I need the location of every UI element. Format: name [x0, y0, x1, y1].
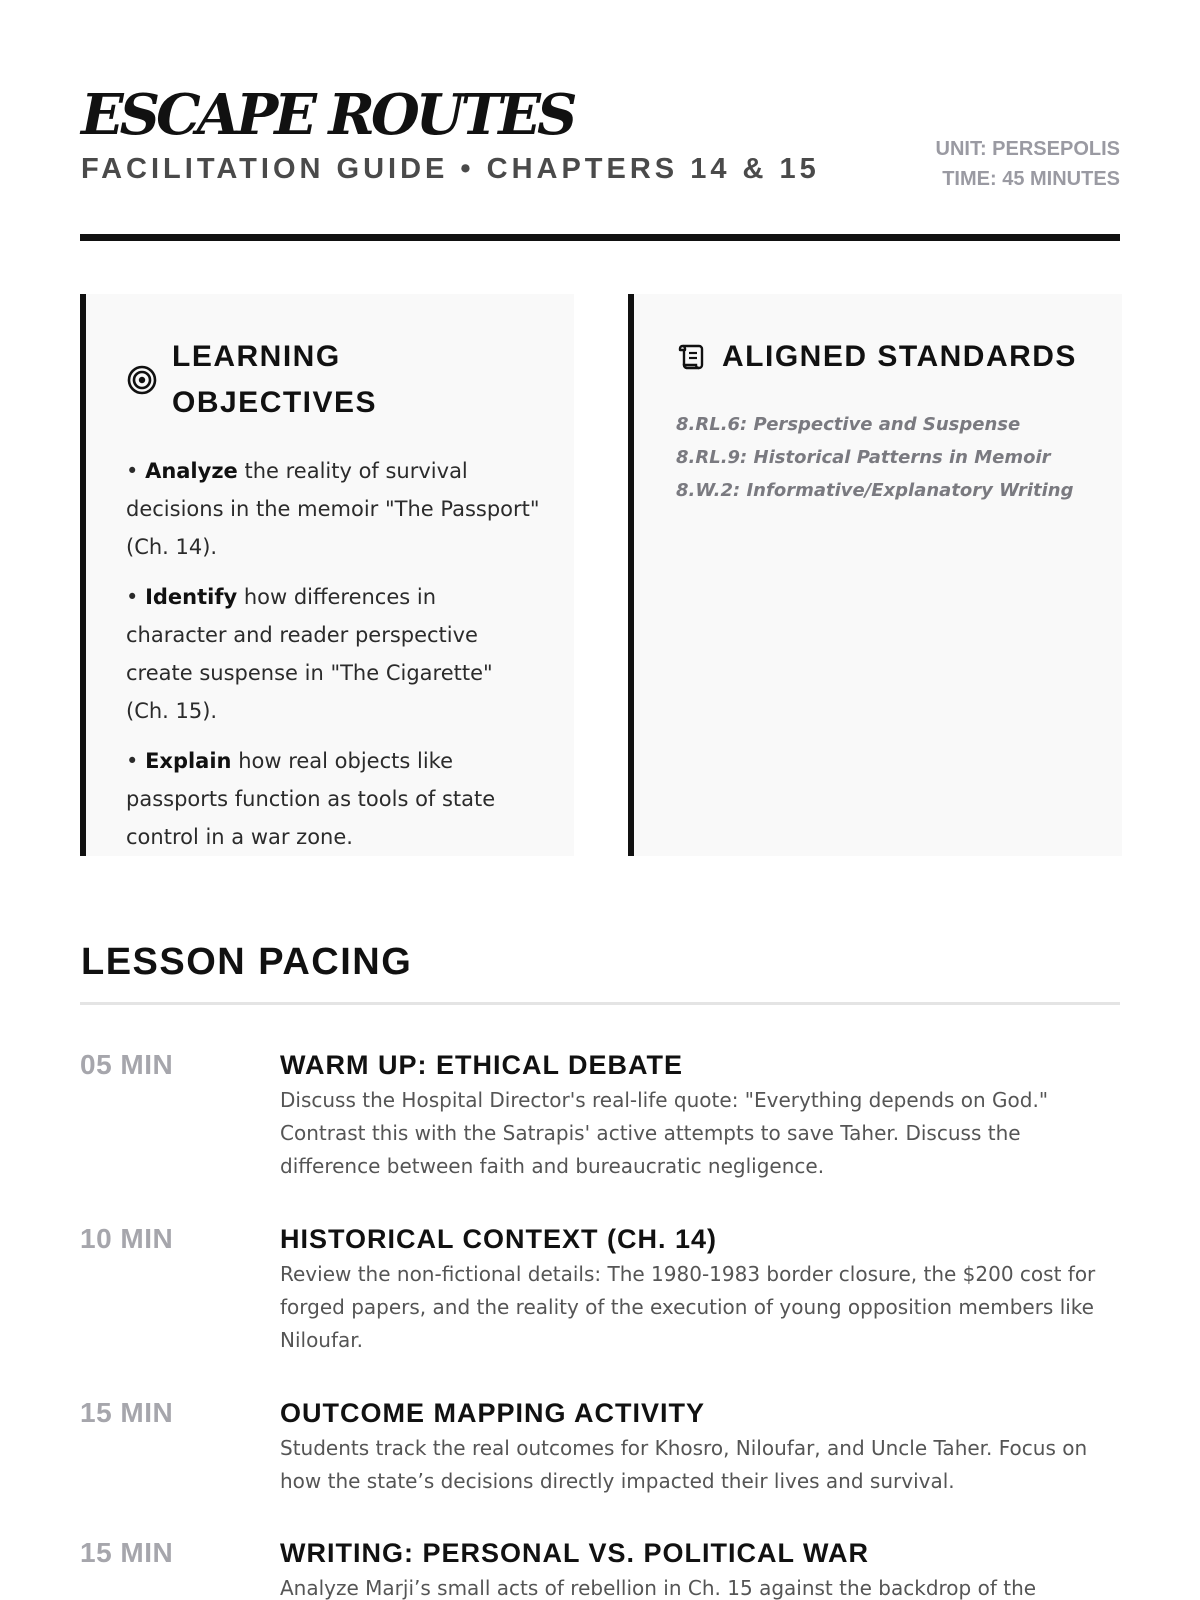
lesson-pacing-title: LESSON PACING [81, 941, 413, 983]
pacing-description: Review the non-fictional details: The 1980-1983 border closure, the $200 cost for forged papers, and the reality of the execution of young opposition members like Niloufar. [280, 1262, 1096, 1352]
pacing-body [280, 1048, 1120, 1183]
aligned-standards-heading [676, 334, 1088, 380]
pacing-body [280, 1396, 1120, 1498]
standards-list [676, 408, 1088, 507]
target-icon [126, 364, 158, 396]
standard-item: 8.RL.9: Historical Patterns in Memoir [676, 447, 1051, 468]
pacing-title: WRITING: PERSONAL VS. POLITICAL WAR [280, 1538, 870, 1568]
pacing-body [280, 1536, 1120, 1600]
objective-verb: Explain [145, 749, 232, 773]
pacing-title: WARM UP: ETHICAL DEBATE [280, 1050, 683, 1080]
pacing-time: 05 MIN [80, 1049, 174, 1080]
time-label: TIME: 45 MINUTES [942, 168, 1120, 190]
learning-objectives-title: LEARNING OBJECTIVES [172, 340, 378, 419]
pacing-row [80, 1536, 1120, 1600]
aligned-standards-card [628, 294, 1122, 856]
pacing-body [280, 1222, 1120, 1357]
pacing-time: 15 MIN [80, 1397, 174, 1428]
lesson-meta [936, 134, 1120, 194]
standard-item: 8.W.2: Informative/Explanatory Writing [676, 480, 1074, 501]
objective-verb: Analyze [145, 459, 238, 483]
objectives-list [126, 452, 540, 856]
aligned-standards-title: ALIGNED STANDARDS [722, 340, 1077, 373]
learning-objectives-heading [126, 334, 540, 426]
section-divider [80, 1002, 1120, 1005]
pacing-row [80, 1396, 1120, 1536]
pacing-title: OUTCOME MAPPING ACTIVITY [280, 1398, 706, 1428]
objective-text: how differences in character and reader perspective create suspense in "The Cigarette" (Ch. 15). [126, 585, 493, 723]
objective-item: • Explain how real objects like passports function as tools of state control in a war zone. [126, 749, 496, 849]
scroll-icon [676, 341, 708, 373]
pacing-description: Students track the real outcomes for Khosro, Niloufar, and Uncle Taher. Focus on how the state’s decisions directly impacted their lives and survival. [280, 1436, 1088, 1493]
pacing-time: 10 MIN [80, 1223, 174, 1254]
objective-item: • Analyze the reality of survival decisions in the memoir "The Passport" (Ch. 14). [126, 459, 540, 559]
page-header [81, 84, 1120, 240]
objective-text: the reality of survival decisions in the memoir "The Passport" (Ch. 14). [126, 459, 540, 559]
pacing-description: Discuss the Hospital Director's real-life quote: "Everything depends on God." Contrast this with the Satrapis' active attempts to save Taher. Discuss the difference between faith and bureaucratic negligence. [280, 1088, 1049, 1178]
page-subtitle: FACILITATION GUIDE • CHAPTERS 14 & 15 [81, 153, 820, 185]
pacing-row [80, 1222, 1120, 1396]
objective-item: • Identify how differences in character and reader perspective create suspense in "The Cigarette" (Ch. 15). [126, 585, 493, 723]
pacing-time: 15 MIN [80, 1537, 174, 1568]
page-title: ESCAPE ROUTES [81, 82, 574, 148]
objective-verb: Identify [145, 585, 238, 609]
learning-objectives-card [80, 294, 574, 856]
unit-label: UNIT: PERSEPOLIS [935, 138, 1120, 160]
standard-item: 8.RL.6: Perspective and Suspense [676, 414, 1021, 435]
pacing-title: HISTORICAL CONTEXT (CH. 14) [280, 1224, 718, 1254]
pacing-description: Analyze Marji’s small acts of rebellion in Ch. 15 against the backdrop of the [280, 1576, 1037, 1600]
pacing-list [80, 1048, 1120, 1600]
objective-text: how real objects like passports function as tools of state control in a war zone. [126, 749, 496, 849]
header-divider [80, 234, 1120, 241]
pacing-row [80, 1048, 1120, 1222]
